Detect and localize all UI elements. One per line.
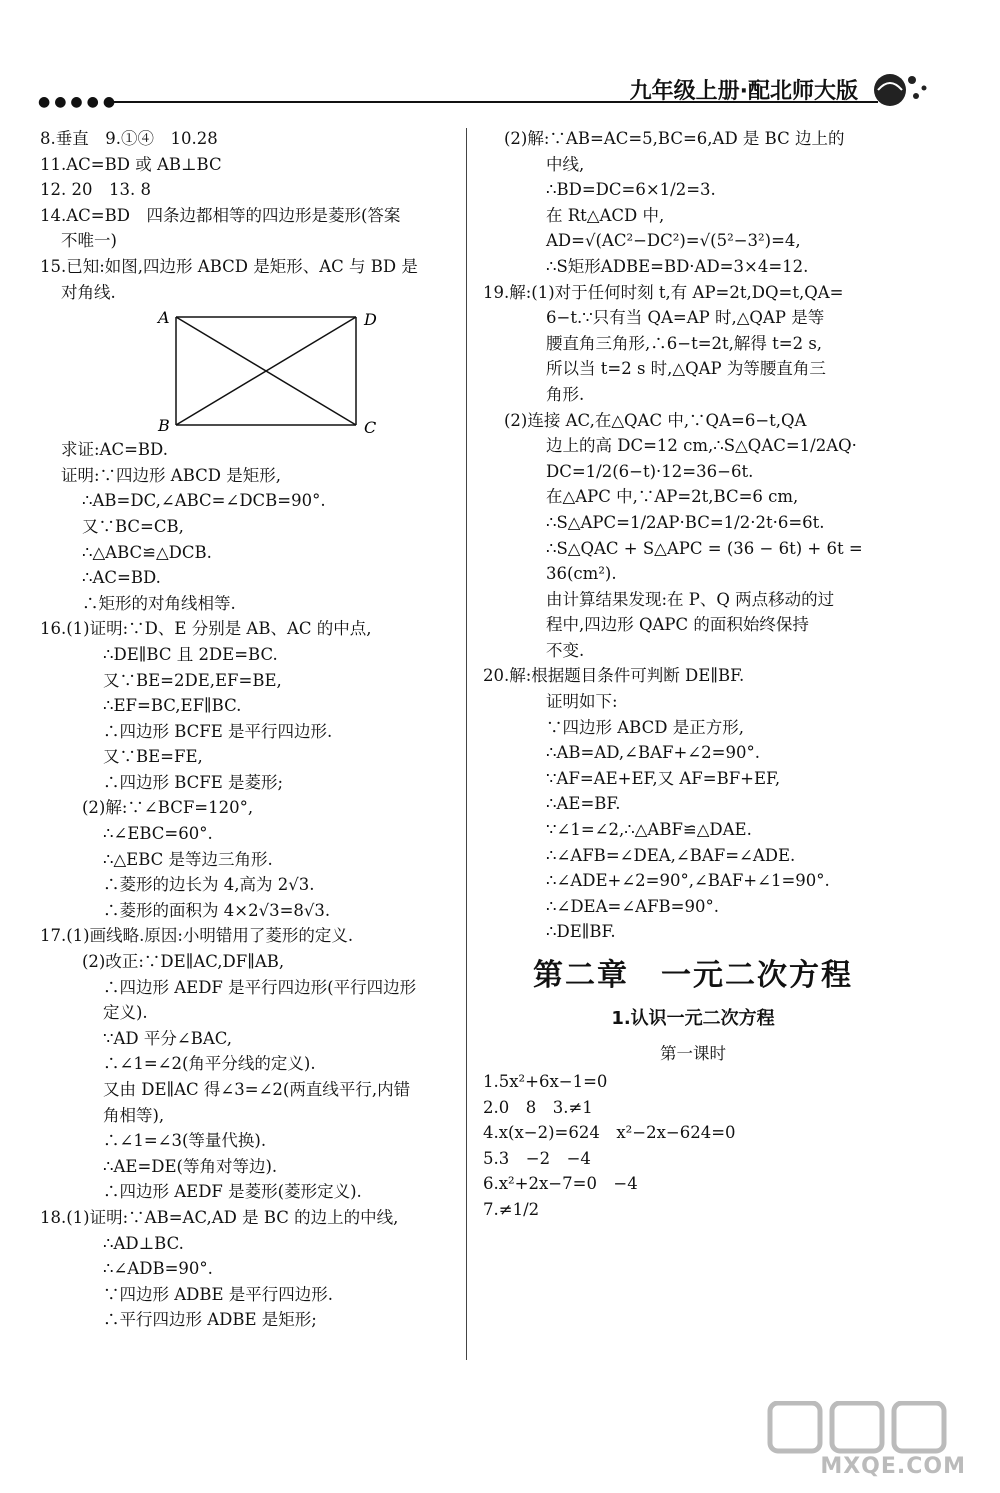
answer-line: ∴∠DEA=∠AFB=90°. [546,896,719,916]
answer-line: ∴∠ADE+∠2=90°,∠BAF+∠1=90°. [546,871,830,891]
answer-line: 5.3 −2 −4 [483,1148,591,1168]
answer-line: ∴AE=DE(等角对等边). [103,1156,278,1176]
answer-line: ∴DE∥BF. [546,922,616,942]
answer-line: 19.解:(1)对于任何时刻 t,有 AP=2t,DQ=t,QA= [483,282,844,302]
answer-line: ∴AB=AD,∠BAF+∠2=90°. [546,743,760,763]
answer-line: 6.x²+2x−7=0 −4 [483,1174,638,1194]
answer-line: ∴AD⊥BC. [103,1233,184,1253]
answer-line: ∴S矩形ADBE=BD·AD=3×4=12. [546,256,809,276]
watermark-text: MXQE.COM [820,1454,966,1479]
right-column [483,126,903,1223]
answer-line: 不变. [546,640,585,660]
answer-line: ∴四边形 AEDF 是平行四边形(平行四边形 [103,977,417,997]
answer-line: 17.(1)画线略.原因:小明错用了菱形的定义. [40,926,354,946]
answer-line: ∴S△QAC + S△APC = (36 − 6t) + 6t = [546,538,863,558]
answer-line: AD=√(AC²−DC²)=√(5²−3²)=4, [546,231,801,251]
answer-line: 4.x(x−2)=624 x²−2x−624=0 [483,1123,736,1143]
answer-line: 由计算结果发现:在 P、Q 两点移动的过 [546,589,835,609]
answer-line: ∴菱形的面积为 4×2√3=8√3. [103,900,331,920]
answer-line: 7.≠1/2 [483,1199,540,1219]
answer-line: 定义). [103,1003,148,1023]
answer-line: 又∵BE=2DE,EF=BE, [103,670,282,690]
vertex-label-a: A [158,308,170,328]
vertex-label-d: D [364,310,377,330]
answer-line: 又∵BE=FE, [103,747,203,767]
answer-line: 1.5x²+6x−1=0 [483,1072,608,1091]
answer-line: 边上的高 DC=12 cm,∴S△QAC=1/2AQ· [546,436,857,456]
answer-line: 16.(1)证明:∵D、E 分别是 AB、AC 的中点, [40,619,372,639]
answer-line: 求证:AC=BD. [61,440,168,460]
answer-line: (2)解:∵AB=AC=5,BC=6,AD 是 BC 边上的 [504,129,845,148]
answer-line: ∴EF=BC,EF∥BC. [103,696,242,716]
answer-line: 2.0 8 3.≠1 [483,1097,593,1117]
answer-line: 角相等), [103,1105,165,1125]
answers-part-b [483,1069,903,1223]
answer-line: ∴菱形的边长为 4,高为 2√3. [103,875,315,895]
answer-line: 所以当 t=2 s 时,△QAP 为等腰直角三 [546,359,826,379]
rectangle-diagram [40,307,460,437]
rectangle-figure [40,307,460,437]
answer-line: ∴AC=BD. [82,568,161,588]
answer-line: ∴矩形的对角线相等. [82,593,236,613]
answer-line: ∴四边形 AEDF 是菱形(菱形定义). [103,1182,362,1202]
answer-line: ∵AD 平分∠BAC, [103,1028,233,1048]
answer-line: DC=1/2(6−t)·12=36−6t. [546,461,754,481]
answer-line: 证明如下: [546,692,618,712]
answer-line: 中线, [546,154,585,174]
answer-line: ∴∠ADB=90°. [103,1259,213,1279]
vertex-label-c: C [364,418,377,438]
answer-line: 20.解:根据题目条件可判断 DE∥BF. [483,666,745,686]
answer-line: ∴AE=BF. [546,794,621,814]
answer-line: 11.AC=BD 或 AB⊥BC [40,154,222,174]
answer-line: ∴BD=DC=6×1/2=3. [546,180,716,200]
vertex-label-b: B [158,416,170,436]
answer-line: ∵四边形 ADBE 是平行四边形. [103,1284,334,1304]
section-title: 1.认识一元二次方程 [611,1008,775,1029]
answer-line: ∴DE∥BC 且 2DE=BC. [103,644,278,664]
answer-line: ∴四边形 BCFE 是平行四边形. [103,721,333,741]
answer-line: (2)解:∵∠BCF=120°, [82,798,254,818]
answer-line: ∴△EBC 是等边三角形. [103,849,273,869]
answer-line: ∴∠EBC=60°. [103,824,213,844]
answer-line: 又由 DE∥AC 得∠3=∠2(两直线平行,内错 [103,1080,411,1099]
answer-line: 15.已知:如图,四边形 ABCD 是矩形、AC 与 BD 是 [40,256,418,276]
header-title: 九年级上册·配北师大版 [629,79,858,104]
answer-line: 在 Rt△ACD 中, [546,205,665,225]
answer-line: ∴∠1=∠2(角平分线的定义). [103,1054,316,1074]
answer-line: 又∵BC=CB, [82,516,184,536]
answer-line: 角形. [546,384,585,404]
answer-line: 程中,四边形 QAPC 的面积始终保持 [546,615,809,635]
left-column [40,126,460,1333]
answer-line: ∴∠1=∠3(等量代换). [103,1131,267,1151]
answer-line: ∴△ABC≌△DCB. [82,542,212,562]
answer-line: 12. 20 13. 8 [40,180,151,200]
answer-line: ∴S△APC=1/2AP·BC=1/2·2t·6=6t. [546,512,825,532]
answer-line: 对角线. [61,282,116,302]
answer-line: 腰直角三角形,∴6−t=2t,解得 t=2 s, [546,333,823,353]
answer-line: 8.垂直 9.①④ 10.28 [40,129,218,148]
answer-line: 在△APC 中,∵AP=2t,BC=6 cm, [546,487,799,507]
answers-part-a [483,126,903,945]
answer-line: 18.(1)证明:∵AB=AC,AD 是 BC 的边上的中线, [40,1207,399,1227]
column-divider [466,128,467,1360]
answer-line: 6−t.∵只有当 QA=AP 时,△QAP 是等 [546,308,825,328]
answer-line: ∵AF=AE+EF,又 AF=BF+EF, [546,768,781,788]
answer-line: 不唯一) [61,231,117,251]
answer-line: 36(cm²). [546,564,617,584]
chapter-title: 第二章 一元二次方程 [533,958,853,993]
header-logo-icon [868,70,928,110]
answer-line: ∴∠AFB=∠DEA,∠BAF=∠ADE. [546,845,796,865]
answer-line: ∴平行四边形 ADBE 是矩形; [103,1310,317,1330]
answer-line: ∵四边形 ABCD 是正方形, [546,717,744,737]
answer-line: 14.AC=BD 四条边都相等的四边形是菱形(答案 [40,205,401,225]
header-dots: ●●●●● [38,94,120,110]
answer-line: ∴AB=DC,∠ABC=∠DCB=90°. [82,491,326,511]
answer-line: 证明:∵四边形 ABCD 是矩形, [61,465,281,485]
answer-line: ∵∠1=∠2,∴△ABF≌△DAE. [546,820,752,840]
lesson-title: 第一课时 [660,1044,726,1063]
answer-line: ∴四边形 BCFE 是菱形; [103,772,284,792]
page-header [38,70,968,110]
answer-line: (2)连接 AC,在△QAC 中,∵QA=6−t,QA [504,410,807,430]
answer-line: (2)改正:∵DE∥AC,DF∥AB, [82,952,285,972]
